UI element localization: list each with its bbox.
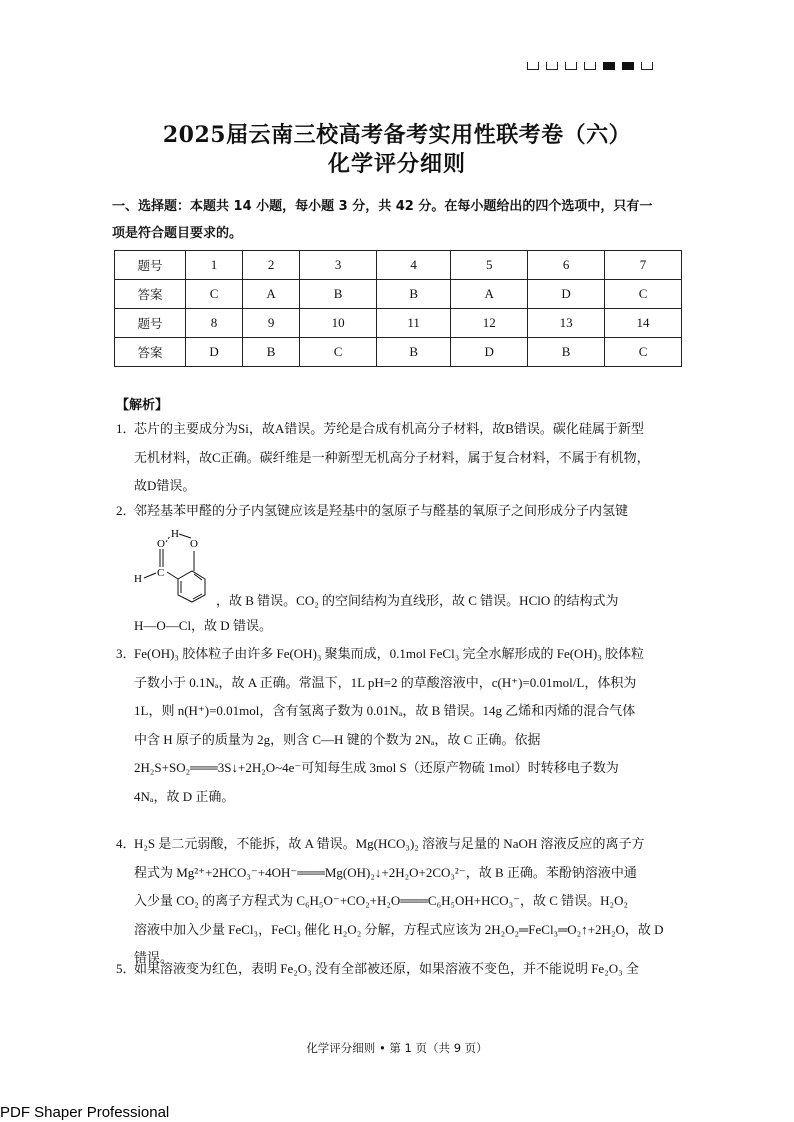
header-mark — [565, 62, 577, 70]
item-line: 4Nₐ，故 D 正确。 — [134, 788, 235, 804]
analysis-item — [116, 955, 682, 984]
atom-label: O — [190, 538, 198, 550]
atom-label: C — [157, 567, 165, 579]
table-cell: 8 — [186, 309, 243, 338]
table-row — [115, 251, 682, 280]
bond — [193, 594, 202, 599]
section-heading — [112, 193, 682, 247]
item-number: 5． — [116, 961, 136, 976]
table-cell: A — [243, 280, 300, 309]
item-line: 中含 H 原子的质量为 2g，则含 C—H 键的个数为 2Nₐ，故 C 正确。依据 — [134, 731, 541, 747]
table-cell: B — [528, 338, 605, 367]
analysis-item — [116, 497, 682, 526]
section-heading-line: 一、选择题：本题共 14 小题，每小题 3 分，共 42 分。在每小题给出的四个选项中，只有一 — [112, 199, 653, 214]
table-cell: C — [300, 338, 377, 367]
table-cell: D — [528, 280, 605, 309]
table-cell: 7 — [605, 251, 682, 280]
item-line: 1L，则 n(H⁺)=0.01mol，含有氢离子数为 0.01Nₐ，故 B 错误。14g 乙烯和丙烯的混合气体 — [134, 703, 636, 719]
header-mark — [603, 62, 615, 70]
item-number: 3． — [116, 646, 136, 661]
header-mark — [527, 62, 539, 70]
table-cell: B — [377, 338, 451, 367]
atom-label: O — [157, 538, 165, 550]
exam-title: 2025届云南三校高考备考实用性联考卷（六） — [162, 122, 632, 148]
item-line: 芯片的主要成分为Si，故A错误。芳纶是合成有机高分子材料，故B错误。碳化硅属于新型 — [134, 421, 644, 436]
section-heading-line: 项是符合题目要求的。 — [112, 226, 243, 241]
table-cell: C — [186, 280, 243, 309]
item-line: 错误。 — [134, 950, 174, 966]
table-row — [115, 309, 682, 338]
header-marks — [527, 62, 653, 70]
exam-subtitle: 化学评分细则 — [327, 151, 466, 177]
table-cell: 答案 — [115, 338, 186, 367]
table-cell: B — [243, 338, 300, 367]
atom-label: H — [171, 528, 179, 540]
bond — [179, 534, 191, 538]
item-line: 2H₂S+SO₂═══3S↓+2H₂O~4e⁻可知每生成 3mol S（还原产物硫 1mol）时转移电子数为 — [134, 760, 619, 776]
watermark: PDF Shaper Professional — [0, 1104, 170, 1121]
table-row — [115, 338, 682, 367]
header-mark — [546, 62, 558, 70]
table-row — [115, 280, 682, 309]
analysis-item — [116, 640, 682, 812]
item-line: 入少量 CO₂ 的离子方程式为 C₆H₅O⁻+CO₂+H₂O═══C₆H₅OH+HCO₃⁻，故 C 错误。H₂O₂ — [134, 893, 628, 909]
table-cell: 10 — [300, 309, 377, 338]
table-cell: A — [451, 280, 528, 309]
item-line: 子数小于 0.1Nₐ，故 A 正确。常温下，1L pH=2 的草酸溶液中，c(H⁺)=0.01mol/L，体积为 — [134, 674, 637, 690]
table-cell: 11 — [377, 309, 451, 338]
table-cell: 题号 — [115, 251, 186, 280]
header-mark — [584, 62, 596, 70]
item-line: 如果溶液变为红色，表明 Fe₂O₃ 没有全部被还原，如果溶液不变色，并不能说明 Fe₂O₃ 全 — [134, 961, 639, 976]
table-cell: D — [451, 338, 528, 367]
table-cell: 12 — [451, 309, 528, 338]
table-cell: B — [300, 280, 377, 309]
header-mark — [641, 62, 653, 70]
item-line: 故D错误。 — [134, 478, 196, 494]
bond — [167, 572, 178, 579]
item-line: ，故 B 错误。CO₂ 的空间结构为直线形，故 C 错误。HClO 的结构式为 — [216, 593, 619, 608]
analysis-item — [116, 830, 682, 973]
table-cell: 4 — [377, 251, 451, 280]
item-line: H₂S 是二元弱酸，不能拆，故 A 错误。Mg(HCO₃)₂ 溶液与足量的 NaOH 溶液反应的离子方 — [134, 836, 645, 851]
table-cell: C — [605, 338, 682, 367]
item-line: Fe(OH)₃ 胶体粒子由许多 Fe(OH)₃ 聚集而成，0.1mol FeCl₃ 完全水解形成的 Fe(OH)₃ 胶体粒 — [134, 646, 644, 661]
benzene-ring — [178, 571, 205, 602]
item-line: 溶液中加入少量 FeCl₃，FeCl₃ 催化 H₂O₂ 分解，方程式应该为 2H₂O₂═FeCl₃═O₂↑+2H₂O，故 D — [134, 921, 664, 937]
table-cell: 9 — [243, 309, 300, 338]
table-cell: 3 — [300, 251, 377, 280]
table-cell: C — [605, 280, 682, 309]
item-line: 邻羟基苯甲醛的分子内氢键应该是羟基中的氢原子与醛基的氧原子之间形成分子内氢键 — [134, 503, 629, 518]
table-cell: D — [186, 338, 243, 367]
item-number: 2． — [116, 503, 136, 518]
table-cell: 5 — [451, 251, 528, 280]
salicylaldehyde-structure — [130, 527, 210, 603]
table-cell: 1 — [186, 251, 243, 280]
header-mark — [622, 62, 634, 70]
item-number: 1． — [116, 421, 136, 436]
table-cell: 2 — [243, 251, 300, 280]
table-cell: 14 — [605, 309, 682, 338]
analysis-item — [116, 415, 682, 501]
atom-label: H — [134, 573, 142, 585]
hydrogen-bond — [166, 536, 170, 542]
item-line: H—O—Cl，故 D 错误。 — [134, 618, 272, 633]
table-cell: 13 — [528, 309, 605, 338]
bond — [144, 573, 156, 578]
table-cell: 6 — [528, 251, 605, 280]
item-number: 4． — [116, 836, 136, 851]
item-line: 程式为 Mg²⁺+2HCO₃⁻+4OH⁻═══Mg(OH)₂↓+2H₂O+2CO₃²⁻，故 B 正确。苯酚钠溶液中通 — [134, 864, 637, 880]
table-cell: 题号 — [115, 309, 186, 338]
analysis-label: 【解析】 — [116, 398, 169, 413]
page-footer: 化学评分细则 • 第 1 页（共 9 页） — [306, 1041, 488, 1055]
table-cell: 答案 — [115, 280, 186, 309]
item-line: 无机材料，故C正确。碳纤维是一种新型无机高分子材料，属于复合材料，不属于有机物， — [134, 449, 650, 465]
answer-table — [114, 250, 682, 367]
table-cell: B — [377, 280, 451, 309]
